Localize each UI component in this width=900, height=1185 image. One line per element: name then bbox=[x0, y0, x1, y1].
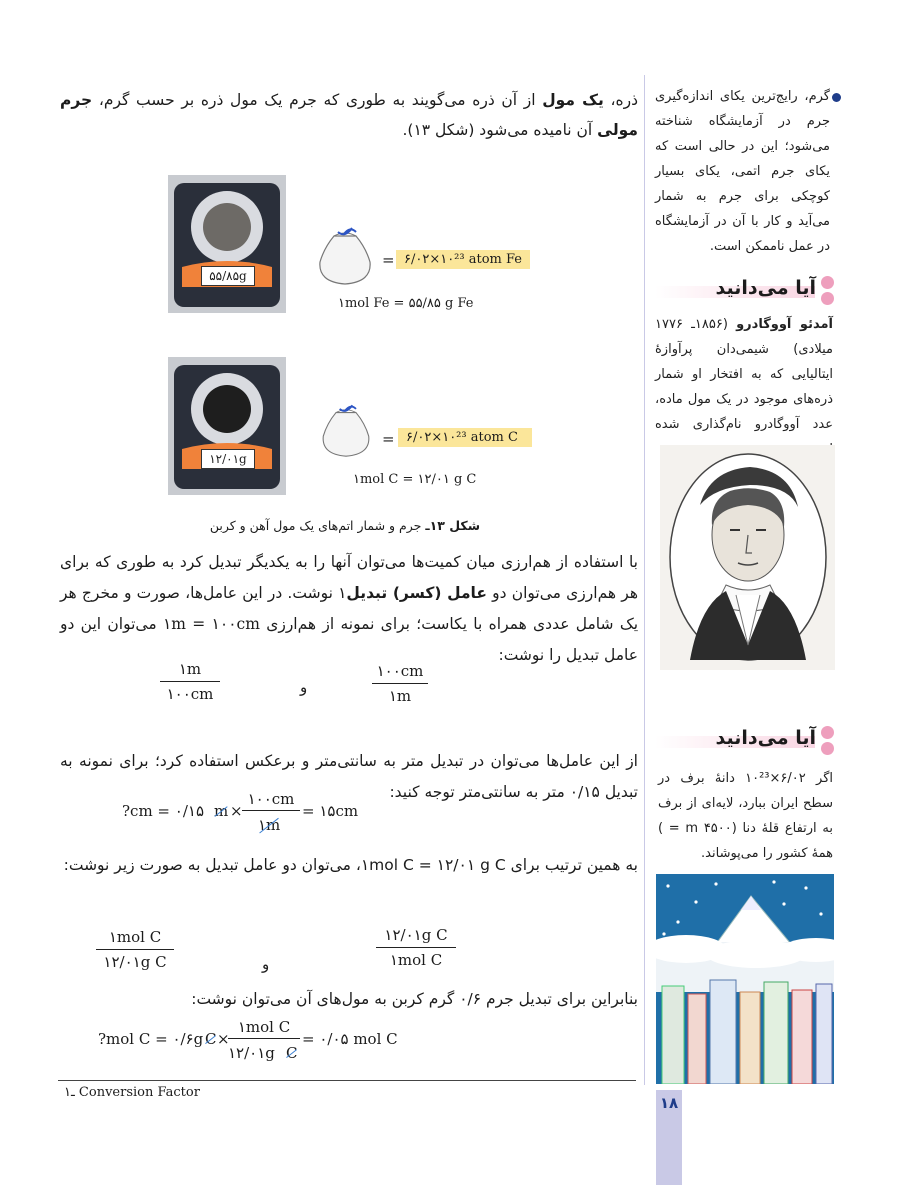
fe-atom-count: ۶/۰۲×۱۰²³ atom Fe bbox=[396, 250, 530, 269]
heading-dot-icon bbox=[821, 276, 834, 289]
bag-icon bbox=[312, 218, 378, 288]
sidebar-heading-1: آیا می‌دانید bbox=[715, 277, 816, 299]
snow-city-illustration bbox=[656, 874, 834, 1084]
avogadro-desc: (۱۸۵۶ـ ۱۷۷۶ میلادی) شیمی‌دان پرآوازهٔ ایتالیایی که به افتخار او شمار ذره‌های موجود در یک مول ماده، عدد آووگادرو نام‌گذاری شده bbox=[655, 317, 833, 432]
bag-icon bbox=[316, 395, 376, 461]
paragraph-example-m-to-cm: از این عامل‌ها می‌توان در تبدیل متر به سانتی‌متر و برعکس استفاده کرد؛ برای نمونه به تبدیل ۰/۱۵ متر به سانتی‌متر توجه کنید: bbox=[60, 752, 638, 801]
paragraph-carbon-factors: به همین ترتیب برای ۱mol C = ۱۲/۰۱ g C، می‌توان دو عامل تبدیل به صورت زیر نوشت: bbox=[63, 856, 638, 874]
term-mole: یک مول bbox=[542, 91, 604, 109]
fraction-cm-per-m: $\frac{۱۰۰cm}{۱m}$ bbox=[372, 662, 428, 705]
scale-c-image bbox=[168, 357, 286, 495]
scale-fe-image bbox=[168, 175, 286, 313]
page-number: ۱۸ bbox=[659, 1094, 679, 1112]
paragraph-conversion-factor: با استفاده از هم‌ارزی میان کمیت‌ها می‌توان آنها را به یکدیگر تبدیل کرد به طوری که برای هر هم‌ارزی می‌توان دو عامل (کسر) تبدیل۱ نوشت. در این عامل‌ها، صورت و مخرج هر یک شامل عددی همراه با یکاست؛ برای نمونه از هم‌ارزی ۱m = ۱۰۰cm می‌توان این دو عامل تبدیل را نوشت: bbox=[60, 553, 639, 664]
fraction-mol-per-g: ۱mol C ۱۲/۰۱g C bbox=[96, 928, 174, 971]
c-caption: ۱mol C = ۱۲/۰۱ g C bbox=[353, 472, 477, 487]
term-conversion-factor: عامل (کسر) تبدیل bbox=[346, 584, 487, 602]
avogadro-name: آمدئو آووگادرو bbox=[736, 317, 833, 332]
heading-dot-icon bbox=[821, 292, 834, 305]
footnote-divider bbox=[58, 1080, 636, 1081]
fe-caption: ۱mol Fe = ۵۵/۸۵ g Fe bbox=[338, 296, 474, 311]
and-word: و bbox=[300, 678, 308, 696]
calculation-cm: ?cm = ۰/۱۵ m × ۱۰۰cm ۱m = ۱۵cm bbox=[122, 790, 359, 834]
c-atom-count: ۶/۰۲×۱۰²³ atom C bbox=[398, 428, 532, 447]
scale-c-reading: ۱۲/۰۱g bbox=[201, 449, 255, 469]
figure-caption: شکل ۱۳ـ جرم و شمار اتم‌های یک مول آهن و کربن bbox=[209, 518, 480, 533]
term-molar-mass: جرم مولی bbox=[60, 91, 638, 139]
c-equals: = bbox=[382, 430, 395, 448]
footnote: ۱ـ Conversion Factor bbox=[64, 1085, 200, 1100]
sidebar-note: گرم، رایج‌ترین یکای اندازه‌گیری جرم در آزمایشگاه شناخته می‌شود؛ این در حالی است که یکای جرم اتمی، یکای بسیار کوچکی برای جرم به شمار می‌آید و کار با آن در آزمایشگاه در عمل ناممکن است. bbox=[655, 89, 830, 254]
avogadro-portrait bbox=[660, 445, 835, 670]
paragraph-carbon-example: بنابراین برای تبدیل جرم ۰/۶ گرم کربن به مول‌های آن می‌توان نوشت: bbox=[191, 990, 638, 1008]
heading-dot-icon bbox=[821, 742, 834, 755]
paragraph-mole-definition: ذره، یک مول از آن ذره می‌گویند به طوری که جرم یک مول ذره بر حسب گرم، جرم مولی آن نامیده می‌شود (شکل ۱۳). bbox=[60, 91, 638, 139]
sidebar-snow-text: اگر ۶/۰۲×۱۰²³ دانهٔ برف در سطح ایران ببارد، لایه‌ای از برف به ارتفاع قلهٔ دنا (m ۴۵۰۰ = ) همهٔ کشور را می‌پوشاند. bbox=[658, 771, 833, 861]
sidebar-heading-2: آیا می‌دانید bbox=[715, 727, 816, 749]
scale-fe-reading: ۵۵/۸۵g bbox=[201, 266, 255, 286]
sidebar-avogadro-text bbox=[655, 312, 833, 462]
fraction-m-per-cm: $\frac{۱m}{۱۰۰cm}$ bbox=[160, 660, 220, 703]
and-word: و bbox=[262, 955, 270, 973]
heading-dot-icon bbox=[821, 726, 834, 739]
sidebar-note-bullet bbox=[832, 93, 841, 102]
fe-equals: = bbox=[382, 251, 395, 269]
calculation-mol: ?mol C = ۰/۶g C × ۱mol C ۱۲/۰۱g C = ۰/۰۵ mol C bbox=[98, 1018, 398, 1062]
fraction-g-per-mol: ۱۲/۰۱g C ۱mol C bbox=[376, 926, 456, 969]
sidebar-divider bbox=[644, 75, 645, 1085]
